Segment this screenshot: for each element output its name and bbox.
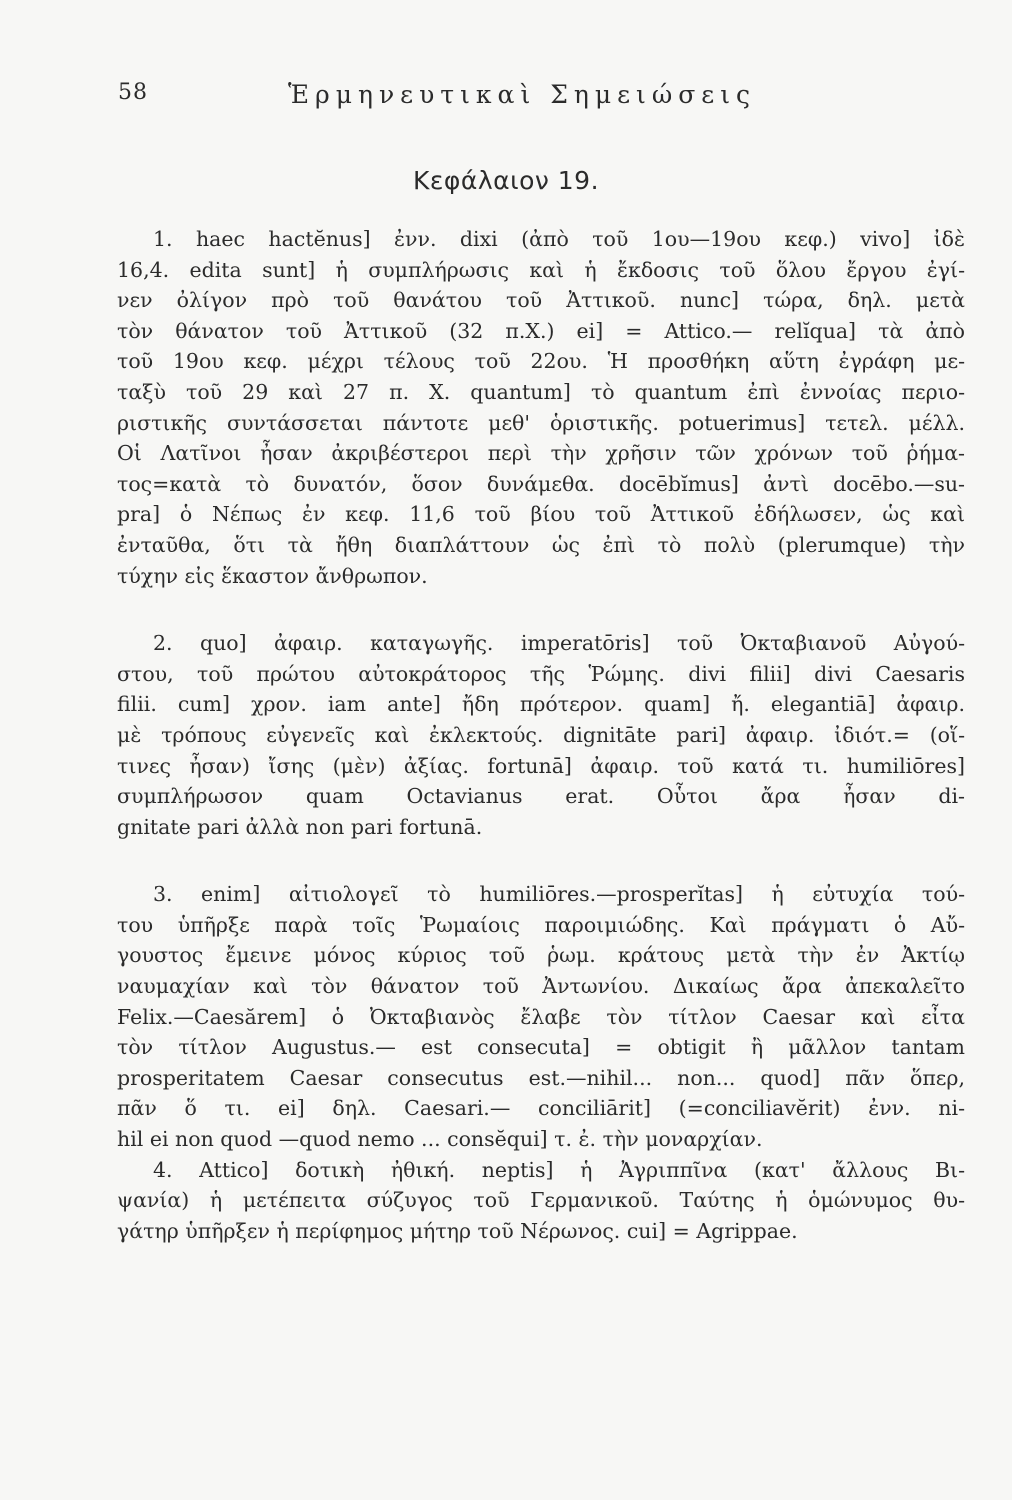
paragraph-1-line: ταξὺ τοῦ 29 καὶ 27 π. Χ. quantum] τὸ quantum ἐπὶ ἐννοίας περιο- [117, 379, 965, 404]
paragraph-1-line: τύχην εἰς ἕκαστον ἄνθρωπον. [117, 563, 428, 588]
paragraph-3-line: hil ei non quod —quod nemo ... consĕqui] τ. ἐ. τὴν μοναρχίαν. [117, 1127, 763, 1152]
paragraph-3-line: γουστος ἔμεινε μόνος κύριος τοῦ ῥωμ. κράτους μετὰ τὴν ἐν Ἀκτίῳ [117, 943, 965, 968]
paragraph-3-line: πᾶν ὅ τι. ei] δηλ. Caesari.— conciliārit] (=conciliavĕrit) ἐνν. ni- [117, 1096, 965, 1121]
paragraph-3-line: ναυμαχίαν καὶ τὸν θάνατον τοῦ Ἀντωνίου. Δικαίως ἄρα ἀπεκαλεῖτο [117, 974, 965, 999]
commentary-text [117, 224, 965, 1246]
paragraph-1-line: 16,4. edita sunt] ἡ συμπλήρωσις καὶ ἡ ἔκδοσις τοῦ ὅλου ἔργου ἐγί- [117, 257, 965, 282]
paragraph-3-line: 3. enim] αἰτιολογεῖ τὸ humiliōres.—prosperĭtas] ἡ εὐτυχία τού- [153, 882, 965, 907]
paragraph-1-line: τος=κατὰ τὸ δυνατόν, ὅσον δυνάμεθα. docēbĭmus] ἀντὶ docēbo.—su- [117, 471, 965, 496]
paragraph-3-line: τὸν τίτλον Augustus.— est consecuta] = obtigit ἢ μᾶλλον tantam [117, 1035, 965, 1060]
paragraph-2-line: στου, τοῦ πρώτου αὐτοκράτορος τῆς Ῥώμης. divi filii] divi Caesaris [117, 661, 965, 686]
paragraph-1-line: ριστικῆς συντάσσεται πάντοτε μεθ' ὁριστικῆς. potuerimus] τετελ. μέλλ. [117, 410, 965, 435]
paragraph-3-line: Felix.—Caesărem] ὁ Ὀκταβιανὸς ἔλαβε τὸν τίτλον Caesar καὶ εἶτα [117, 1004, 965, 1029]
paragraph-2-line: συμπλήρωσον quam Octavianus erat. Οὗτοι ἄρα ἦσαν di- [117, 784, 965, 809]
paragraph-gap [117, 842, 965, 879]
paragraph-2-line: τινες ἦσαν) ἴσης (μὲν) ἀξίας. fortunā] ἀφαιρ. τοῦ κατά τι. humiliōres] [117, 753, 965, 778]
paragraph-2-line: 2. quo] ἀφαιρ. καταγωγῆς. imperatōris] τοῦ Ὀκταβιανοῦ Αὐγού- [153, 631, 965, 656]
running-head [108, 80, 978, 116]
paragraph-4-line: ψανία) ἡ μετέπειτα σύζυγος τοῦ Γερμανικοῦ. Ταύτης ἡ ὁμώνυμος θυ- [117, 1188, 965, 1213]
paragraph-1-line: Οἱ Λατῖνοι ἦσαν ἀκριβέστεροι περὶ τὴν χρῆσιν τῶν χρόνων τοῦ ῥήμα- [117, 441, 965, 466]
paragraph-2-line: gnitate pari ἀλλὰ non pari fortunā. [117, 814, 483, 839]
paragraph-gap [117, 591, 965, 628]
paragraph-3-line: του ὑπῆρξε παρὰ τοῖς Ῥωμαίοις παροιμιώδης. Καὶ πράγματι ὁ Αὔ- [117, 912, 965, 937]
paragraph-1-line: τὸν θάνατον τοῦ Ἀττικοῦ (32 π.Χ.) ei] = Attico.— relĭqua] τὰ ἀπὸ [117, 318, 965, 343]
paragraph-4-line: 4. Attico] δοτικὴ ἠθική. neptis] ἡ Ἀγριππῖνα (κατ' ἄλλους Βι- [153, 1157, 965, 1182]
paragraph-1-line: τοῦ 19ου κεφ. μέχρι τέλους τοῦ 22ου. Ἡ προσθήκη αὕτη ἐγράφη με- [117, 349, 965, 374]
paragraph-2-line: filii. cum] χρον. iam ante] ἤδη πρότερον. quam] ἤ. elegantiā] ἀφαιρ. [117, 692, 965, 717]
paragraph-1-line: ἐνταῦθα, ὅτι τὰ ἤθη διαπλάττουν ὡς ἐπὶ τὸ πολὺ (plerumque) τὴν [117, 532, 965, 557]
running-title: Ἑρμηνευτικαὶ Σημειώσεις [288, 80, 757, 109]
chapter-title: Κεφάλαιον 19. [412, 166, 600, 195]
paragraph-4-line: γάτηρ ὑπῆρξεν ἡ περίφημος μήτηρ τοῦ Νέρωνος. cui] = Agrippae. [117, 1218, 798, 1243]
paragraph-1-line: νεν ὀλίγον πρὸ τοῦ θανάτου τοῦ Ἀττικοῦ. nunc] τώρα, δηλ. μετὰ [117, 288, 965, 313]
paragraph-2-line: μὲ τρόπους εὐγενεῖς καὶ ἐκλεκτούς. dignitāte pari] ἀφαιρ. ἰδιότ.= (οἵ- [117, 722, 965, 747]
paragraph-1-line: pra] ὁ Νέπως ἐν κεφ. 11,6 τοῦ βίου τοῦ Ἀττικοῦ ἐδήλωσεν, ὡς καὶ [117, 502, 965, 527]
paragraph-1-line: 1. haec hactĕnus] ἐνν. dixi (ἀπὸ τοῦ 1ου—19ου κεφ.) vivo] ἰδὲ [153, 227, 965, 251]
paragraph-3-line: prosperitatem Caesar consecutus est.—nihil... non... quod] πᾶν ὅπερ, [117, 1065, 965, 1090]
page-number: 58 [118, 80, 148, 105]
